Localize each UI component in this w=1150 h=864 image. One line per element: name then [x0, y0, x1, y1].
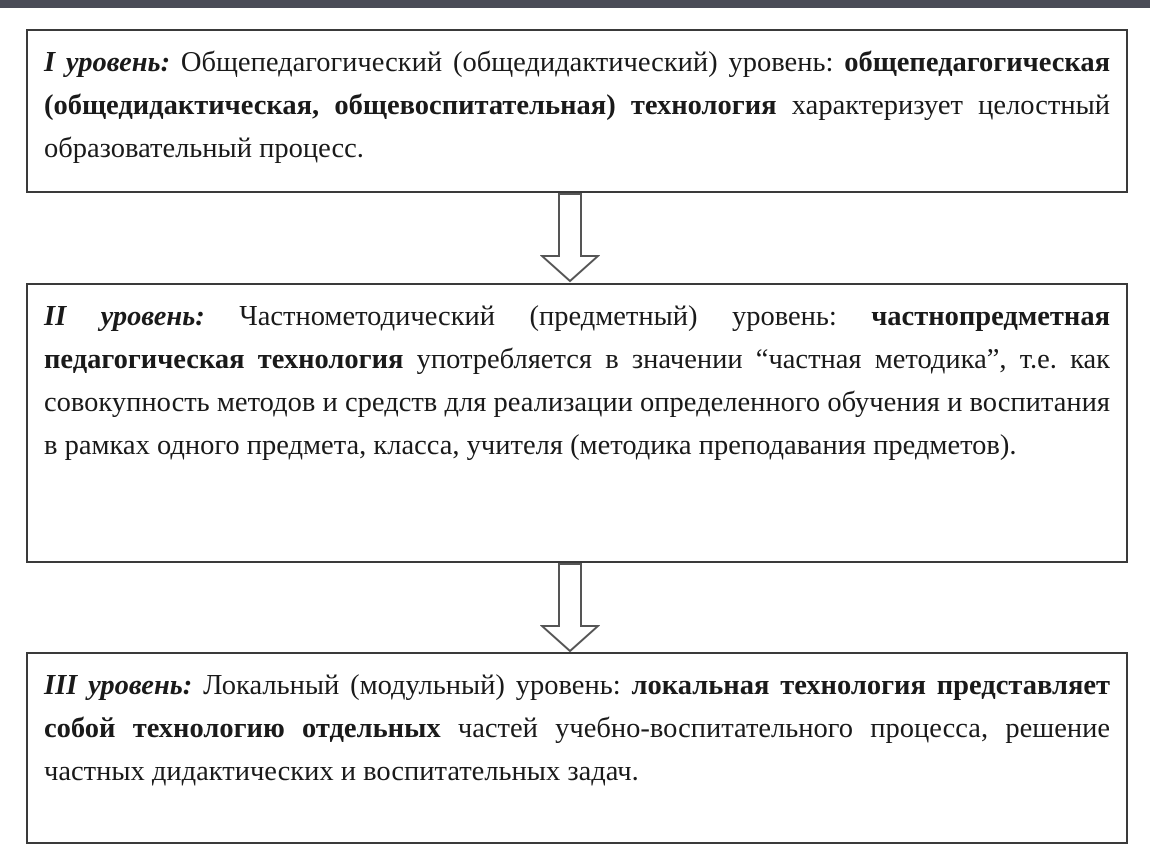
level-1-text-1: Общепедагогический (общедидактический) уровень:	[170, 47, 845, 78]
level-3-label: III уровень:	[44, 670, 193, 701]
level-2-label: II уровень:	[44, 301, 205, 332]
level-3-technology-term: локальная технология представляет собой технологию отдельных	[44, 670, 1111, 744]
down-arrow-icon	[540, 563, 600, 653]
level-1-technology-term: общепедагогическая (общедидактическая, общевоспитательная) технология	[44, 47, 1110, 121]
down-arrow-icon	[540, 193, 600, 283]
level-2-technology-term: частнопредметная педагогическая технология	[44, 301, 1110, 375]
level-1-box	[26, 29, 1128, 193]
level-3-text-1: Локальный (модульный) уровень:	[192, 670, 632, 701]
level-3-text-2: частей учебно-воспитательного процесса, решение частных дидактических и воспитательных задач.	[44, 713, 1111, 787]
level-2-text-2: употребляется в значении “частная методика”, т.е. как совокупность методов и средств для реализации определенного обучения и воспитания в рамках одного предмета, класса, учителя (методика преподавания предметов).	[44, 344, 1111, 461]
level-3-box	[26, 652, 1128, 844]
level-2-box	[26, 283, 1128, 563]
level-2-text-1: Частнометодический (предметный) уровень:	[204, 301, 872, 332]
level-1-text-2: характеризует целостный образовательный процесс.	[44, 90, 1111, 164]
level-1-label: I уровень:	[44, 47, 171, 78]
top-bar	[0, 0, 1150, 8]
